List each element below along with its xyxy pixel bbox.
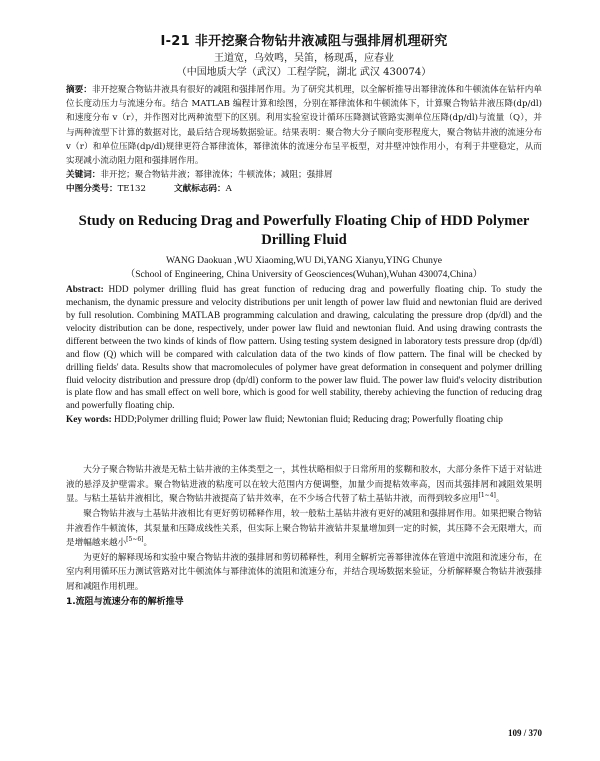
chinese-title: I-21 非开挖聚合物钻井液减阻与强排屑机理研究 bbox=[160, 34, 448, 49]
chinese-authors: 王道宽，乌效鸣，吴笛，杨现禹，应春业 bbox=[214, 53, 394, 64]
body-paragraph-2-end: 。 bbox=[143, 538, 153, 549]
body-paragraph-3: 为更好的解释现场和实验中聚合物钻井液的强排屑和剪切稀释性，利用全解析完善幂律流体在管道中流阻和流速分布，在室内利用循环压力测试管路对比牛顿流体与幂律流体的流阻和流速分布，并结合现场数据来验证，分析解释聚合物钻井液强排屑和减阻作用机理。 bbox=[66, 552, 542, 592]
body-paragraph-2 bbox=[66, 507, 542, 551]
page-number: 109 / 370 bbox=[507, 728, 542, 738]
chinese-keywords-label: 关键词： bbox=[66, 170, 101, 181]
chinese-affiliation: （中国地质大学（武汉）工程学院，湖北 武汉 430074） bbox=[176, 67, 432, 78]
chinese-abstract-label: 摘要： bbox=[66, 85, 92, 95]
chinese-keywords-text: 非开挖；聚合物钻井液；幂律流体；牛顿流体；减阻；强排屑 bbox=[100, 170, 333, 181]
citation-1-4: [1~4] bbox=[478, 492, 496, 500]
english-keywords-label: Key words: bbox=[66, 415, 112, 426]
class-number-label: 中图分类号： bbox=[66, 184, 118, 195]
english-keywords-text: HDD;Polymer drilling fluid; Power law fluid; Newtonian fluid; Reducing drag; Powerfully floating chip bbox=[114, 415, 503, 426]
chinese-abstract-text: 非开挖聚合物钻井液具有很好的减阻和强排屑作用。为了研究其机理，以全解析推导出幂律流体和牛顿流体在钻杆内单位长度动压力与流速分布。结合 MATLAB 编程计算和绘图，分别在幂律流体和牛顿流体下，计算聚合物钻井液压降(dp/dl)和速度分布 v（r），并作图对比两种流型下的区别。利用实验室设计循环压降测试管路实测单位压降(dp/dl)与流量（Q），并与两种流型下计算的数据对比，最后结合现场数据验证。结果表明：聚合物大分子顺向变形程度大，聚合物钻井液的流速分布 v（r）和单位压降(dp/dl)规律更符合幂律流体，幂律流体的流速分布呈平板型，对井壁冲蚀作用小，有利于井壁稳定，从而实现减小流动阻力阻和强排屑作用。 bbox=[66, 85, 542, 167]
body-paragraph-1-end: 。 bbox=[495, 494, 505, 505]
english-abstract-text: HDD polymer drilling fluid has great function of reducing drag and powerfully floating chip. To study the mechanism, the dynamic pressure and velocity distributions per unit length of power law fluid and newtonian fluid are derived by full resolution. Combining MATLAB programming calculation and drawing, calculating the pressure drop (dp/dl) and the velocity distribution can be done, respectively, under power law fluid and newtonian fluid. And using drawing contrasts the different between the two kinds of kinds of flow pattern. Using testing system designed in laboratory tests pressure drop (dp/dl) and flow (Q) which will be compared with calculation data of the two kinds of flow pattern. The final will be checked by drilling fields' data. Results show that macromolecules of polymer have great deformation in consequent and polymer drilling fluid velocity distribution and pressure drop (dp/dl) conform to the power law fluid. The power law fluid's velocity distribution is plate flow and has small effect on well bore, which is good for well stability, thereby achieving the function of reducing drag and powerfully floating chip. bbox=[66, 285, 542, 412]
english-keywords bbox=[66, 414, 542, 427]
class-number-value: TE132 bbox=[117, 184, 146, 195]
citation-5-6: [5~6] bbox=[126, 536, 144, 544]
english-abstract bbox=[66, 284, 542, 413]
section-heading: 1.流阻与流速分布的解析推导 bbox=[66, 596, 184, 607]
classification-line bbox=[66, 182, 542, 196]
chinese-keywords bbox=[66, 168, 542, 182]
body-paragraph-2-text: 聚合物钻井液与土基钻井液相比有更好剪切稀释作用，较一般粘土基钻井液有更好的减阻和强排屑作用。如果把聚合物钻井液看作牛顿流体，其泵量和压降成线性关系，但实际上聚合物钻井液钻井泵量增加到一定的时候，其压降不会无限增大，而是增幅越来越小 bbox=[66, 508, 542, 549]
document-code-value: A bbox=[225, 184, 232, 195]
english-authors: WANG Daokuan ,WU Xiaoming,WU Di,YANG Xianyu,YING Chunye bbox=[165, 255, 443, 267]
document-code-label: 文献标志码： bbox=[174, 184, 226, 195]
chinese-abstract bbox=[66, 83, 542, 168]
paper-page bbox=[66, 30, 542, 610]
english-affiliation: （School of Engineering, China University of Geosciences(Wuhan),Wuhan 430074,China） bbox=[125, 268, 483, 280]
body-paragraph-1-text: 大分子聚合物钻井液是无粘土钻井液的主体类型之一，其性状略相似于日常所用的浆糊和胶水，大部分条件下适于对钻进液的悬浮及护壁需求。聚合物钻进液的粘度可以在较大范围内方便调整，加量少而提粘效率高，因而其强排屑和减阻效果明显。与粘土基钻井液相比，聚合物钻井液提高了钻井效率，在不少场合代替了粘土基钻井液，而得到较多应用 bbox=[66, 465, 542, 505]
body-paragraph-1 bbox=[66, 463, 542, 507]
english-abstract-label: Abstract: bbox=[66, 285, 104, 296]
english-title: Study on Reducing Drag and Powerfully Floating Chip of HDD Polymer Drilling Fluid bbox=[78, 213, 530, 249]
